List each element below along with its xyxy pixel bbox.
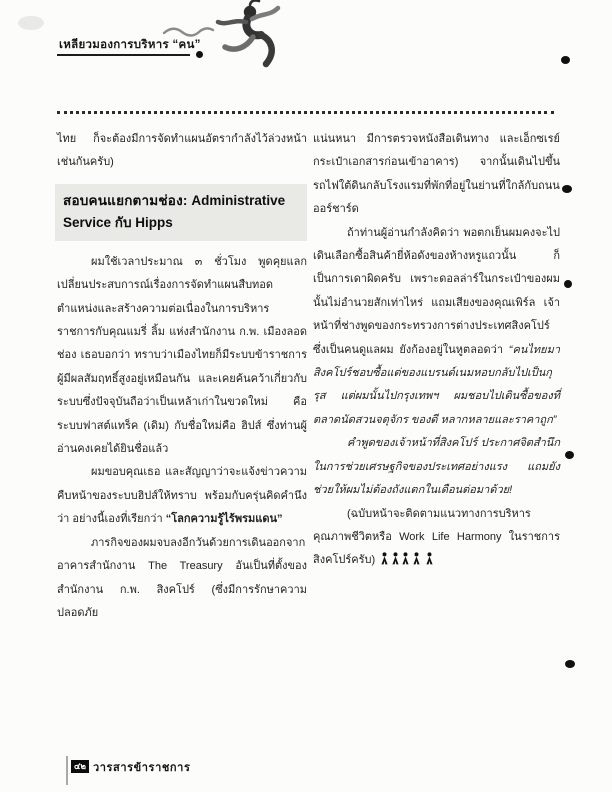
article-heading-english: Administrative Service กับ Hipps [63,192,286,230]
paragraph: แน่นหนา มีการตรวจหนังสือเดินทาง และเอ็กซเรย์กระเป๋าเอกสารก่อนเข้าอาคาร) จากนั้นเดินไปขึ้นรถไฟใต้ดินกลับโรงแรมที่พักที่อยู่ในย่านที่ใกล้กับถนนออร์ชาร์ด [313,133,560,216]
paragraph [313,222,560,433]
article-heading [55,184,307,241]
people-silhouettes-icon [380,552,434,565]
article-heading-thai: สอบคนแยกตามช่อง: [63,192,188,208]
scan-mark-dot [562,185,572,193]
closing-note [313,503,560,573]
dotted-divider [57,111,554,114]
paragraph: ไทย ก็จะต้องมีการจัดทำแผนอัตรากำลังไว้ล่วงหน้า เช่นกันครับ) [57,133,307,169]
scan-mark-dot [564,280,572,288]
paragraph-text: ผมขอบคุณเธอ และสัญญาว่าจะแจ้งข่าวความคืบหน้าของระบบฮิปส์ให้ทราบ พร้อมกับครุ่นคิดคำนึงว่า อย่างนี้เองที่เรียกว่า [57,466,307,526]
paragraph [57,461,307,531]
scan-smudge [18,16,44,30]
scan-mark-dot [565,451,574,459]
paragraph-text: ถ้าท่านผู้อ่านกำลังคิดว่า พอตกเย็นผมคงจะไปเดินเลือกซื้อสินค้ายี่ห้อดังของห้างหรูแถวนั้น ก็เป็นการเดาผิดครับ เพราะดอลล่าร์ในกระเป๋าของผมนั้นไม่อำนวยสักเท่าไหร่ แถมเสียงของคุณเพิร์ล เจ้าหน้าที่ช่างพูดของกระทรวงการต่างประเทศสิงคโปร์ ซึ่งเป็นคนดูแลผม ยังก้องอยู่ในหูตลอดว่า [313,226,560,356]
journal-title: วารสารข้าราชการ [93,762,191,774]
paragraph: ผมใช้เวลาประมาณ ๓ ชั่วโมง พูดคุยแลกเปลี่ยนประสบการณ์เรื่องการจัดทำแผนสืบทอดตำแหน่งและสร้างความต่อเนื่องในการบริหารราชการกับคุณแมรี่ ลิ้ม แห่งสำนักงาน ก.พ. เมืองลอดช่อง เธอบอกว่า ทราบว่าเมืองไทยก็มีระบบข้าราชการผู้มีผลสัมฤทธิ์สูงอยู่เหมือนกัน และเคยค้นคว้าเกี่ยวกับระบบซึ่งปัจจุบันถือว่าเป็นเหล้าเก่าในขวดใหม่ คือ ระบบฟาสต์แทร็ค (เดิม) กับชื่อใหม่คือ ฮิปส์ ซึ่งท่านผู้อ่านคงเคยได้ยินชื่อแล้ว [57,255,307,456]
right-column [313,128,560,573]
footer-rule [66,756,68,785]
bold-quote: “โลกความรู้ไร้พรมแดน” [165,513,283,526]
section-title: เหลียวมองการบริหาร “คน” [59,39,201,51]
paragraph: ภารกิจของผมจบลงอีกวันด้วยการเดินออกจากอาคารสำนักงาน The Treasury อันเป็นที่ตั้งของสำนักงาน ก.พ. สิงคโปร์ (ซึ่งมีการรักษาความปลอดภัย [57,536,307,619]
scan-mark-dot [565,660,575,668]
paragraph-italic: คำพูดของเจ้าหน้าที่สิงคโปร์ ประกาศจิตสำนึกในการช่วยเศรษฐกิจของประเทศอย่างแรง แถมยังช่วยให้ผมไม่ต้องถังแตกในเดือนต่อมาด้วย! [313,437,560,497]
scan-mark-dot [561,56,570,64]
closing-note-text: (ฉบับหน้าจะติดตามแนวทางการบริหารคุณภาพชีวิตหรือ Work Life Harmony ในราชการสิงคโปร์ครับ) [313,507,560,567]
running-person-icon [158,0,294,72]
left-column [57,128,307,625]
page-number-badge: ๔๒ [71,760,89,773]
italic-quote: “คนไทยมาสิงคโปร์ชอบซื้อแต่ของแบรนด์เนมหอบกลับไปเป็นกุรุส แต่ผมนั้นไปกรุงเทพฯ ผมชอบไปเดินซื้อของที่ตลาดนัดสวนจตุจักร ของดี หลากหลายและราคาถูก” [313,343,560,426]
